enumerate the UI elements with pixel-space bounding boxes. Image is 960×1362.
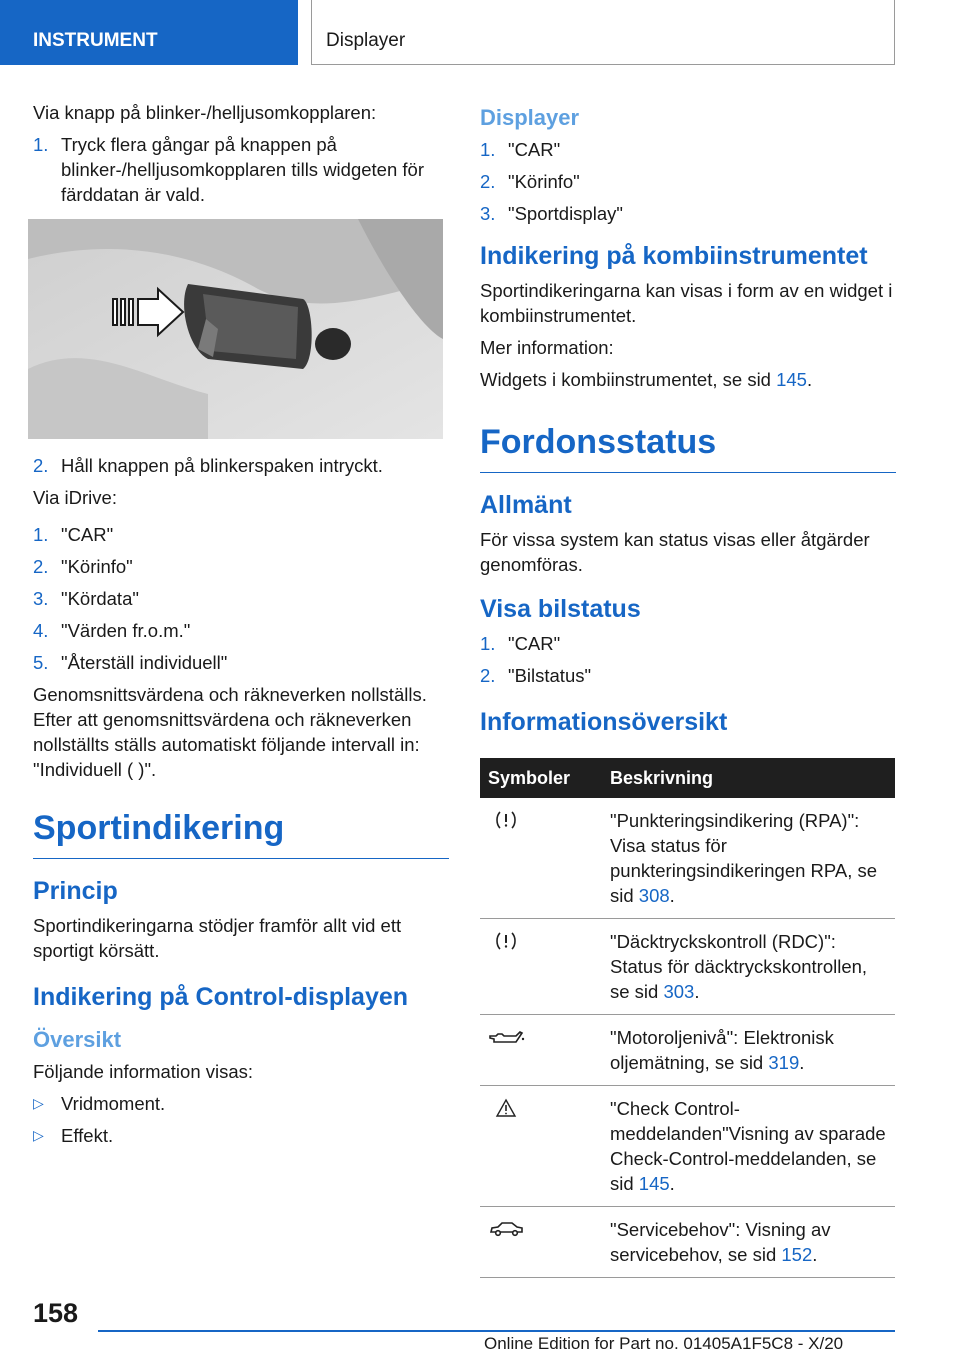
page-link[interactable]: 308 <box>638 885 670 906</box>
heading-displayer: Displayer <box>480 105 580 130</box>
page-link[interactable]: 152 <box>781 1244 813 1265</box>
steps-list <box>33 132 449 207</box>
list-item <box>480 201 896 226</box>
description-end: . <box>812 1244 818 1265</box>
step-text: "Bilstatus" <box>508 665 592 686</box>
left-column <box>33 100 449 1155</box>
symbol-cell <box>480 1207 602 1278</box>
symbol-cell <box>480 1015 602 1086</box>
reference-text: Widgets i kombiinstrumentet, se sid <box>480 369 777 390</box>
step-number: 1. <box>480 633 496 654</box>
step-text: Tryck flera gångar på knappen på blinker-/helljusomkopplaren tills widgeten för färddatan är vald. <box>61 134 424 205</box>
step-text: "Återställ individuell" <box>61 652 228 673</box>
description-text: "Punkteringsindikering (RPA)": Visa status för punkteringsindikeringen RPA, se sid <box>610 810 878 906</box>
heading-informationsoversikt: Informationsöversikt <box>480 708 728 736</box>
step-number: 4. <box>33 620 49 641</box>
reference-end: . <box>806 369 813 390</box>
step-number: 2. <box>33 556 49 577</box>
heading-fordonsstatus: Fordonsstatus <box>480 422 896 473</box>
table-row <box>480 1015 895 1086</box>
list-item <box>480 663 896 688</box>
list-item <box>33 453 449 478</box>
table-row <box>480 1207 895 1278</box>
heading-control-display: Indikering på Control-displayen <box>33 983 409 1011</box>
heading-allmant: Allmänt <box>480 491 572 519</box>
description-text: "Däcktryckskontroll (RDC)": Status för däcktryckskontrollen, se sid <box>610 931 868 1002</box>
idrive-steps-list <box>33 522 449 675</box>
bullet-triangle-icon: ▷ <box>33 1095 44 1111</box>
princip-paragraph: Sportindikeringarna stödjer framför allt vid ett sportigt körsätt. <box>33 915 402 961</box>
step-number: 2. <box>480 171 496 192</box>
list-item <box>33 586 449 611</box>
displayer-steps-list <box>480 137 896 226</box>
via-idrive-label: Via iDrive: <box>33 487 117 508</box>
edition-text: Online Edition for Part no. 01405A1F5C8 - X/20 <box>484 1334 844 1353</box>
list-item <box>33 650 449 675</box>
description-cell <box>602 1086 895 1207</box>
list-item <box>480 631 896 656</box>
page-link[interactable]: 145 <box>638 1173 670 1194</box>
warning-triangle-icon <box>486 1098 526 1118</box>
list-item <box>33 618 449 643</box>
description-end: . <box>669 885 675 906</box>
heading-visa-bilstatus: Visa bilstatus <box>480 595 641 623</box>
step-number: 3. <box>33 588 49 609</box>
step-text: "Sportdisplay" <box>508 203 623 224</box>
oil-can-icon <box>486 1027 526 1047</box>
list-item <box>480 169 896 194</box>
heading-princip: Princip <box>33 877 118 905</box>
list-item <box>33 1091 449 1116</box>
symbol-cell <box>480 798 602 919</box>
symbol-cell <box>480 1086 602 1207</box>
table-row <box>480 919 895 1015</box>
page-link[interactable]: 303 <box>663 981 695 1002</box>
description-cell <box>602 1015 895 1086</box>
symbol-cell <box>480 919 602 1015</box>
section-tab: INSTRUMENT <box>0 0 298 65</box>
step-number: 1. <box>33 134 49 155</box>
description-cell <box>602 919 895 1015</box>
info-table <box>480 758 895 1278</box>
page-link[interactable]: 145 <box>776 369 807 390</box>
turn-signal-lever-illustration <box>28 219 443 439</box>
bullet-list <box>33 1091 449 1148</box>
page-link[interactable]: 319 <box>768 1052 800 1073</box>
right-column <box>480 103 896 1278</box>
list-item <box>33 522 449 547</box>
table-header-row <box>480 758 895 798</box>
heading-kombiinstrument: Indikering på kombiinstrumentet <box>480 242 868 270</box>
list-item <box>33 554 449 579</box>
mer-info-label: Mer information: <box>480 337 614 358</box>
description-end: . <box>799 1052 805 1073</box>
column-header-description: Beskrivning <box>602 758 895 798</box>
footer-divider <box>98 1330 895 1332</box>
description-text: "Servicebehov": Visning av servicebehov, se sid <box>610 1219 831 1265</box>
kombi-paragraph: Sportindikeringarna kan visas i form av en widget i kombiinstrumentet. <box>480 280 893 326</box>
steps-list-continued <box>33 453 449 478</box>
description-cell <box>602 1207 895 1278</box>
intro-text: Via knapp på blinker-/helljusomkopplaren: <box>33 102 377 123</box>
allmant-paragraph: För vissa system kan status visas eller åtgärder genomföras. <box>480 529 870 575</box>
step-text: "CAR" <box>508 633 561 654</box>
bullet-triangle-icon: ▷ <box>33 1127 44 1143</box>
page-number: 158 <box>33 1298 79 1328</box>
lever-image <box>28 219 443 439</box>
description-text: "Check Control-meddelanden"Visning av sparade Check-Control-meddelanden, se sid <box>610 1098 886 1194</box>
tire-warning-icon <box>486 931 526 951</box>
step-number: 2. <box>480 665 496 686</box>
step-number: 3. <box>480 203 496 224</box>
step-number: 5. <box>33 652 49 673</box>
description-end: . <box>694 981 700 1002</box>
list-item <box>33 1123 449 1148</box>
heading-oversikt: Översikt <box>33 1027 122 1052</box>
step-number: 2. <box>33 455 49 476</box>
tire-warning-icon <box>486 810 526 830</box>
oversikt-paragraph: Följande information visas: <box>33 1061 254 1082</box>
step-text: "Värden fr.o.m." <box>61 620 191 641</box>
step-number: 1. <box>33 524 49 545</box>
widgets-reference <box>480 367 896 392</box>
column-header-symbols: Symboler <box>480 758 602 798</box>
table-row <box>480 798 895 919</box>
description-cell <box>602 798 895 919</box>
reset-paragraph: Genomsnittsvärdena och räkneverken nollställs. Efter att genomsnittsvärdena och räkneverken nollställts ställs automatiskt följande intervall in: "Individuell ( )". <box>33 684 427 780</box>
list-item <box>480 137 896 162</box>
step-number: 1. <box>480 139 496 160</box>
bullet-text: Effekt. <box>61 1125 114 1146</box>
step-text: "CAR" <box>61 524 114 545</box>
step-text: "CAR" <box>508 139 561 160</box>
step-text: "Körinfo" <box>61 556 133 577</box>
chapter-tab: Displayer <box>311 0 895 65</box>
heading-sportindikering: Sportindikering <box>33 808 449 859</box>
list-item <box>33 132 449 207</box>
car-service-icon <box>486 1219 526 1239</box>
step-text: "Kördata" <box>61 588 139 609</box>
step-text: Håll knappen på blinkerspaken intryckt. <box>61 455 383 476</box>
table-row <box>480 1086 895 1207</box>
bullet-text: Vridmoment. <box>61 1093 166 1114</box>
step-text: "Körinfo" <box>508 171 580 192</box>
description-end: . <box>669 1173 675 1194</box>
bilstatus-steps-list <box>480 631 896 688</box>
description-text: "Motoroljenivå": Elektronisk oljemätning, se sid <box>610 1027 834 1073</box>
